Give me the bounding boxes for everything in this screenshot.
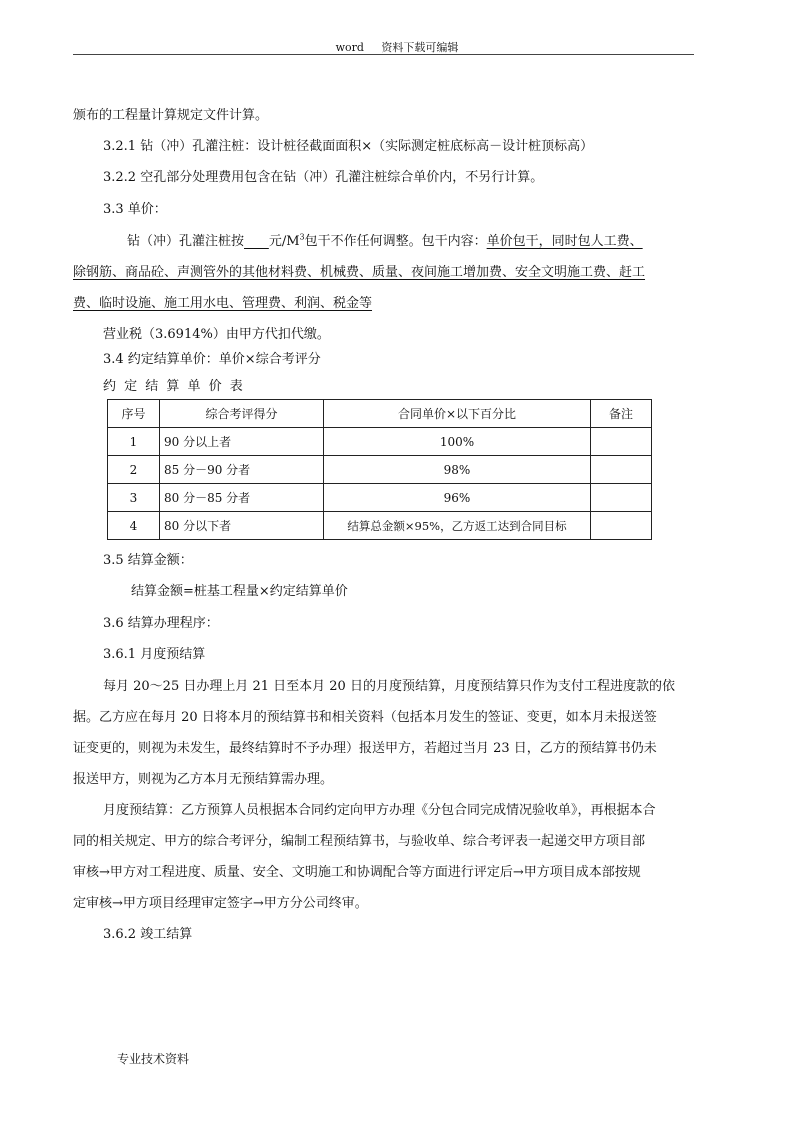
table-row (108, 428, 652, 456)
table-row (108, 484, 652, 512)
price-line-1-d: 单价包干，同时包人工费、 (486, 234, 643, 249)
table-cell: 2 (108, 456, 160, 484)
price-line-1-b: 元/M (268, 234, 300, 249)
section-3-2-1: 3.2.1 钻（冲）孔灌注桩：设计桩径截面面积×（实际测定桩底标高－设计桩顶标高） (103, 139, 594, 154)
table-cell: 4 (108, 512, 160, 540)
section-3-5: 3.5 结算金额： (103, 553, 193, 568)
table-header-row (108, 400, 652, 428)
settlement-formula: 结算金额=桩基工程量×约定结算单价 (131, 584, 348, 599)
table-cell: 96% (324, 484, 591, 512)
header-divider (73, 54, 694, 55)
paragraph-2-line-1: 月度预结算：乙方预算人员根据本合同约定向甲方办理《分包合同完成情况验收单》，再根据本合 (103, 803, 656, 818)
table-row (108, 456, 652, 484)
paragraph-1-line-4: 报送甲方，则视为乙方本月无预结算需办理。 (73, 772, 334, 787)
header-title: 资料下载可编辑 (381, 41, 459, 54)
table-title: 约 定 结 算 单 价 表 (103, 379, 245, 394)
table-cell: 85 分－90 分者 (160, 456, 324, 484)
intro-line: 颁布的工程量计算规定文件计算。 (73, 108, 269, 123)
paragraph-2-line-4: 定审核→甲方项目经理审定签字→甲方分公司终审。 (73, 896, 368, 911)
price-line-1 (127, 230, 643, 249)
table-header-cell: 综合考评得分 (160, 400, 324, 428)
paragraph-1-line-3: 证变更的，则视为未发生，最终结算时不予办理）报送甲方，若超过当月 23 日，乙方的预结算书仍未 (73, 741, 657, 756)
price-line-1-c: 包干不作任何调整。包干内容： (304, 234, 487, 249)
price-line-2: 除钢筋、商品砼、声测管外的其他材料费、机械费、质量、夜间施工增加费、安全文明施工费、赶工 (73, 265, 646, 280)
tax-line: 营业税（3.6914%）由甲方代扣代缴。 (103, 327, 330, 342)
price-table (107, 399, 652, 540)
page-footer: 专业技术资料 (117, 1052, 190, 1066)
table-cell: 3 (108, 484, 160, 512)
paragraph-2-line-3: 审核→甲方对工程进度、质量、安全、文明施工和协调配合等方面进行评定后→甲方项目成本部按规 (73, 865, 641, 880)
table-header-cell: 序号 (108, 400, 160, 428)
table-cell: 80 分以下者 (160, 512, 324, 540)
table-header-cell: 合同单价×以下百分比 (324, 400, 591, 428)
paragraph-1-line-1: 每月 20～25 日办理上月 21 日至本月 20 日的月度预结算，月度预结算只作为支付工程进度款的依 (103, 679, 675, 694)
table-cell (591, 456, 652, 484)
table-row (108, 512, 652, 540)
price-line-1-a: 钻（冲）孔灌注桩按 (127, 234, 245, 249)
section-3-4: 3.4 约定结算单价：单价×综合考评分 (103, 352, 321, 367)
table-cell: 90 分以上者 (160, 428, 324, 456)
table-cell: 1 (108, 428, 160, 456)
section-3-3: 3.3 单价： (103, 202, 167, 217)
paragraph-2-line-2: 同的相关规定、甲方的综合考评分，编制工程预结算书，与验收单、综合考评表一起递交甲方项目部 (73, 834, 646, 849)
table-cell: 98% (324, 456, 591, 484)
table-cell (591, 484, 652, 512)
table-cell: 80 分－85 分者 (160, 484, 324, 512)
section-3-2-2: 3.2.2 空孔部分处理费用包含在钻（冲）孔灌注桩综合单价内，不另行计算。 (103, 170, 544, 185)
header-word: word (335, 41, 364, 54)
section-3-6: 3.6 结算办理程序： (103, 616, 219, 631)
table-cell (591, 428, 652, 456)
price-blank (244, 234, 269, 249)
table-cell (591, 512, 652, 540)
price-unit-sup: 3 (299, 232, 305, 242)
section-3-6-1: 3.6.1 月度预结算 (103, 647, 206, 662)
section-3-6-2: 3.6.2 竣工结算 (103, 927, 193, 942)
table-header-cell: 备注 (591, 400, 652, 428)
price-line-3: 费、临时设施、施工用水电、管理费、利润、税金等 (73, 296, 373, 311)
page-header (0, 39, 794, 55)
table-cell: 100% (324, 428, 591, 456)
table-cell: 结算总金额×95%，乙方返工达到合同目标 (324, 512, 591, 540)
paragraph-1-line-2: 据。乙方应在每月 20 日将本月的预结算书和相关资料（包括本月发生的签证、变更，如本月未报送签 (73, 710, 657, 725)
